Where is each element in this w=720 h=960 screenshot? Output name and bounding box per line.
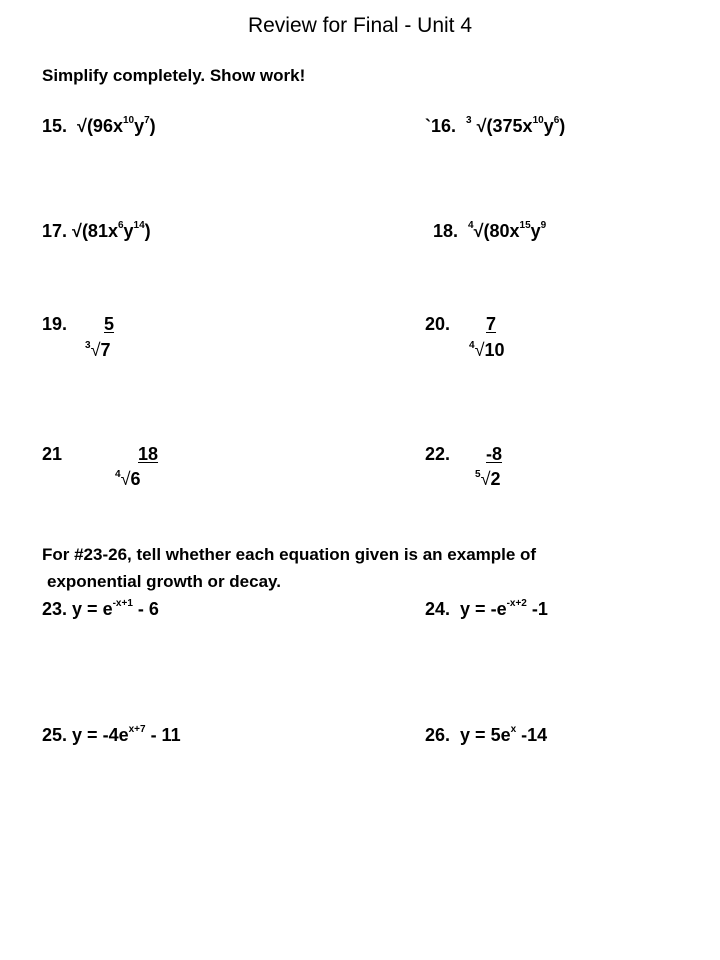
exponent: 7: [144, 115, 150, 126]
expression-part: y: [123, 221, 134, 241]
radical-icon: √: [72, 221, 82, 241]
equation-right: -14: [516, 725, 548, 745]
problem-22-number: 22.: [425, 444, 451, 464]
problem-number: 15.: [42, 116, 68, 136]
exponent: 10: [532, 115, 544, 126]
expression-part: ): [559, 116, 566, 136]
problem-number: 17.: [42, 221, 68, 241]
expression-part: y: [530, 221, 541, 241]
exponent: 15: [519, 220, 531, 231]
equation-left: y = -e: [460, 599, 507, 619]
radical-icon: √: [473, 221, 484, 241]
problem-20-numerator: 7: [486, 314, 497, 334]
exponent: x+7: [128, 724, 146, 735]
exponent: 14: [133, 220, 145, 231]
problem-19-numerator: 5: [104, 314, 115, 334]
radicand: 6: [130, 469, 141, 489]
problem-number: 26.: [425, 725, 451, 745]
equation-right: - 11: [145, 725, 181, 745]
radical-icon: √: [474, 340, 485, 360]
expression-part: (81x: [81, 221, 118, 241]
radicand: 7: [100, 340, 111, 360]
equation-left: y = e: [72, 599, 113, 619]
equation-right: -1: [526, 599, 548, 619]
problem-26: [425, 725, 547, 746]
problem-15: [42, 116, 156, 137]
page-title: Review for Final - Unit 4: [247, 14, 473, 37]
expression-part: (96x: [86, 116, 123, 136]
radical-icon: √: [120, 469, 131, 489]
problem-21-numerator: 18: [138, 444, 159, 464]
radicand: 10: [484, 340, 505, 360]
radical-icon: √: [480, 469, 491, 489]
equation-left: y = -4e: [72, 725, 129, 745]
exponent: x: [510, 724, 517, 735]
problem-number: 25.: [42, 725, 68, 745]
problem-22-numerator: -8: [486, 444, 503, 464]
radical-icon: √: [90, 340, 101, 360]
problem-17: [42, 221, 151, 242]
radical-icon: √: [77, 116, 87, 136]
root-index: 3: [466, 115, 472, 126]
instructions: Simplify completely. Show work!: [42, 66, 306, 85]
radicand: 2: [490, 469, 501, 489]
root-index: 4: [468, 220, 474, 231]
problem-number: `16.: [425, 116, 457, 136]
root-index: 4: [469, 340, 475, 351]
equation-right: - 6: [132, 599, 159, 619]
problem-22-denominator: [475, 469, 500, 490]
growth-decay-instructions: For #23-26, tell whether each equation given is an example of: [42, 545, 537, 564]
problem-number: 24.: [425, 599, 451, 619]
problem-18: [433, 221, 546, 242]
problem-24: [425, 599, 548, 620]
problem-20-denominator: [469, 340, 504, 361]
exponent: 6: [553, 115, 560, 126]
problem-19-number: 19.: [42, 314, 68, 334]
problem-number: 18.: [433, 221, 459, 241]
problem-20-number: 20.: [425, 314, 451, 334]
exponent: -x+2: [506, 598, 527, 609]
problem-21-number: 21: [42, 444, 63, 464]
problem-19-denominator: [85, 340, 110, 361]
problem-21-denominator: [115, 469, 140, 490]
exponent: 10: [122, 115, 135, 126]
exponent: 6: [117, 220, 124, 231]
problem-16: [425, 116, 565, 137]
root-index: 5: [475, 469, 481, 480]
problem-25: [42, 725, 181, 746]
expression-part: (80x: [483, 221, 520, 241]
problem-23: [42, 599, 159, 620]
growth-decay-instructions-line2: exponential growth or decay.: [47, 572, 281, 591]
expression-part: y: [543, 116, 554, 136]
expression-part: y: [134, 116, 145, 136]
expression-part: ): [144, 221, 151, 241]
root-index: 3: [85, 340, 91, 351]
expression-part: (375x: [486, 116, 533, 136]
problem-number: 23.: [42, 599, 68, 619]
expression-part: ): [149, 116, 156, 136]
equation-left: y = 5e: [460, 725, 511, 745]
radical-icon: √: [476, 116, 487, 136]
exponent: -x+1: [112, 598, 133, 609]
root-index: 4: [115, 469, 121, 480]
exponent: 9: [540, 220, 547, 231]
